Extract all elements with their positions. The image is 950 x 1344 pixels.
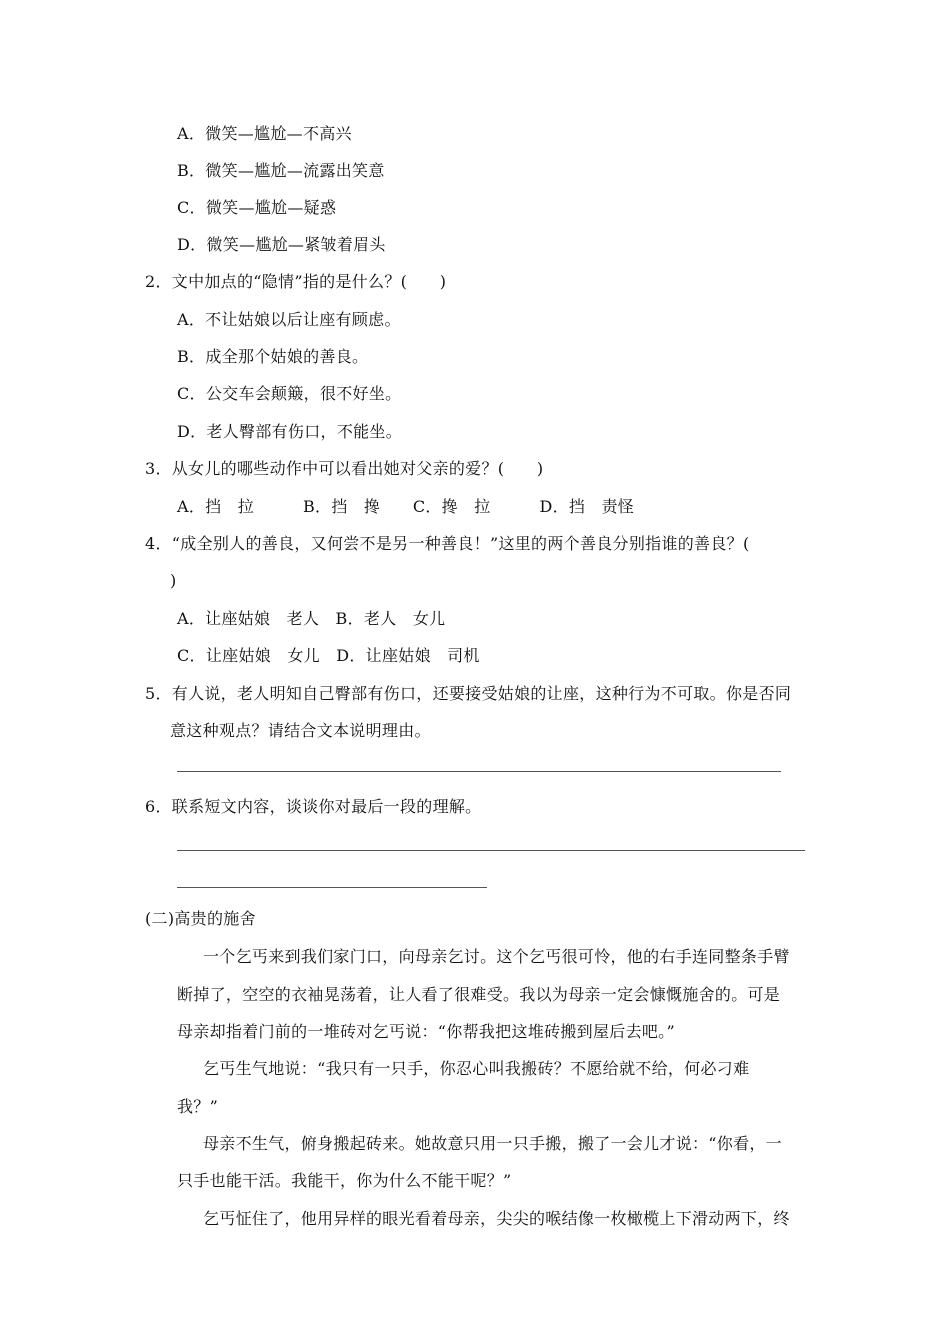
q2-option-a: A．不让姑娘以后让座有顾虑。 (177, 310, 401, 329)
passage-p2-line1: 乞丐生气地说：“我只有一只手，你忍心叫我搬砖？不愿给就不给，何必刁难 (203, 1059, 750, 1078)
q2-option-b: B．成全那个姑娘的善良。 (177, 347, 369, 366)
q4-options-line1: A．让座姑娘 老人 B．老人 女儿 (177, 609, 446, 628)
q3-options: A．挡 拉 B．挡 搀 C．搀 拉 D．挡 责怪 (177, 497, 635, 516)
passage-p3-line2: 只手也能干活。我能干，你为什么不能干呢？” (177, 1171, 512, 1190)
passage-p3-line1: 母亲不生气，俯身搬起砖来。她故意只用一只手搬，搬了一会儿才说：“你看，一 (203, 1134, 782, 1153)
q2-stem: 2．文中加点的“隐情”指的是什么？( ) (145, 272, 447, 291)
q5-stem-line2: 意这种观点？请结合文本说明理由。 (170, 721, 431, 740)
q6-answer-line-2[interactable] (177, 887, 487, 888)
passage-p1-line2: 断掉了，空空的衣袖晃荡着，让人看了很难受。我以为母亲一定会慷慨施舍的。可是 (177, 985, 781, 1004)
q2-option-c: C．公交车会颠簸，很不好坐。 (177, 384, 402, 403)
passage-p4-line1: 乞丐怔住了，他用异样的眼光看着母亲，尖尖的喉结像一枚橄榄上下滑动两下，终 (203, 1209, 790, 1228)
passage-p1-line3: 母亲却指着门前的一堆砖对乞丐说：“你帮我把这堆砖搬到屋后去吧。” (177, 1022, 675, 1041)
q1-option-b: B．微笑—尴尬—流露出笑意 (177, 161, 385, 180)
q1-option-a: A．微笑—尴尬—不高兴 (177, 124, 352, 143)
passage-p2-line2: 我？” (177, 1097, 219, 1116)
q4-stem-line2: ) (170, 571, 177, 590)
passage-p1-line1: 一个乞丐来到我们家门口，向母亲乞讨。这个乞丐很可怜，他的右手连同整条手臂 (203, 947, 790, 966)
q6-answer-line-1[interactable] (177, 850, 805, 851)
q5-answer-line[interactable] (177, 771, 781, 772)
q4-stem-line1: 4．“成全别人的善良，又何尝不是另一种善良！”这里的两个善良分别指谁的善良？( (145, 534, 750, 553)
q6-stem: 6．联系短文内容，谈谈你对最后一段的理解。 (145, 797, 482, 816)
q1-option-d: D．微笑—尴尬—紧皱着眉头 (177, 235, 386, 254)
q3-stem: 3．从女儿的哪些动作中可以看出她对父亲的爱？( ) (145, 459, 544, 478)
q2-option-d: D．老人臀部有伤口，不能坐。 (177, 422, 403, 441)
q1-option-c: C．微笑—尴尬—疑惑 (177, 198, 337, 217)
q4-options-line2: C．让座姑娘 女儿 D．让座姑娘 司机 (177, 646, 480, 665)
q5-stem-line1: 5．有人说，老人明知自己臀部有伤口，还要接受姑娘的让座，这种行为不可取。你是否同 (145, 684, 792, 703)
section2-title: (二)高贵的施舍 (145, 909, 256, 928)
